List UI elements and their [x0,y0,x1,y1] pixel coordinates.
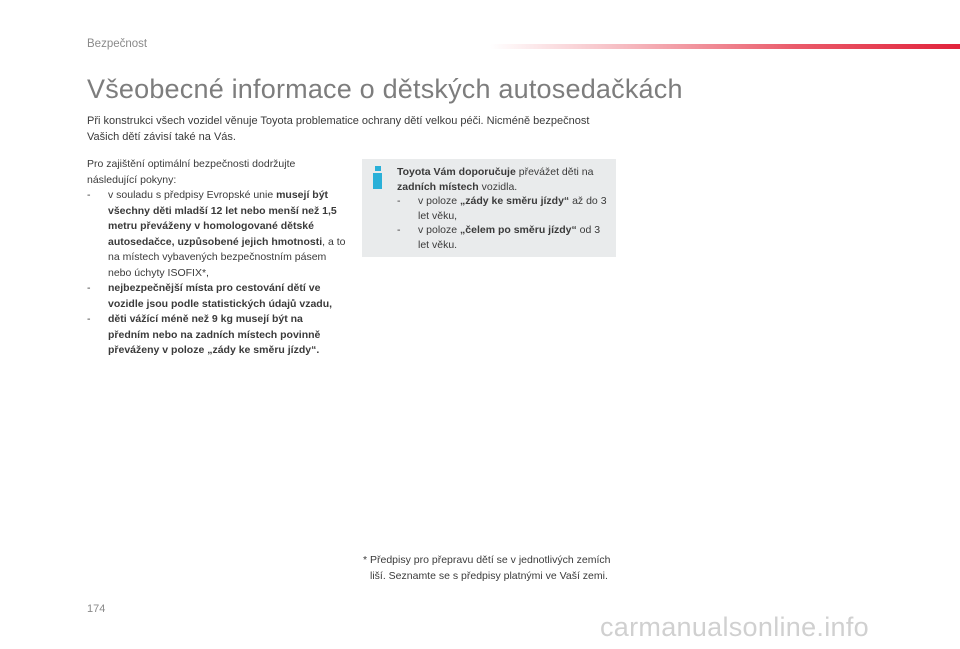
recommendation-plain: v poloze [418,195,461,207]
recommendation-box [362,159,616,257]
recommendation-item-text [418,194,612,223]
recommendation-lead [397,165,612,194]
footnote [363,553,623,584]
recommendation-bold: Toyota Vám doporučuje [397,166,516,178]
rule-text-bold: děti vážící méně než 9 kg musejí být na předním nebo na zadních místech povinně převáženy v poloze „zády ke směru jízdy“. [108,313,321,356]
list-dash: - [397,195,401,207]
page-number: 174 [87,603,106,615]
recommendation-plain: až do 3 let věku, [418,195,607,222]
recommendation-plain: od 3 let věku. [418,224,601,251]
recommendation-item [397,223,612,252]
rule-text-plain: , a to na místech vybavených bezpečnostním pásem nebo úchyty ISOFIX*, [108,235,346,279]
instructions-lead: Pro zajištění optimální bezpečnosti dodržujte následující pokyny: [87,158,296,186]
recommendation-bold: „čelem po směru jízdy“ [460,224,577,236]
watermark: carmanualsonline.info [600,612,869,642]
recommendation-plain: převážet děti na [515,166,594,178]
header-accent-bar [490,44,960,49]
rule-item [87,312,347,359]
recommendation-bold: „zády ke směru jízdy“ [460,195,570,207]
recommendation-bold: zadních místech [397,180,479,193]
rule-text [108,188,347,281]
rule-text-plain: v souladu s předpisy Evropské unie [108,189,277,201]
section-label: Bezpečnost [87,38,148,50]
page-title: Všeobecné informace o dětských autosedačkách [87,74,683,104]
rule-text-bold: musejí být všechny děti mladší 12 let nebo menší než 1,5 metru převáženy v homologované dětské autosedačce, uzpůsobené jejich hmotnosti [108,189,337,248]
info-icon [372,166,385,190]
recommendation-text [397,165,612,252]
instructions-column [87,157,347,359]
rule-item [87,188,347,281]
recommendation-item-text [418,223,612,252]
footnote-text: Předpisy pro přepravu dětí se v jednotlivých zemích liší. Seznamte se s předpisy platnými ve Vaší zemi. [370,554,611,582]
recommendation-item [397,194,612,223]
footnote-marker: * [363,554,368,566]
recommendation-plain: v poloze [418,224,461,236]
rule-item [87,281,347,312]
list-dash: - [87,313,91,325]
list-dash: - [397,224,401,236]
recommendation-plain: vozidla. [478,180,518,193]
list-dash: - [87,282,91,294]
intro-paragraph: Při konstrukci všech vozidel věnuje Toyota problematice ochrany dětí velkou péči. Nicméně bezpečnost Vašich dětí závisí také na Vás. [87,115,590,143]
list-dash: - [87,189,91,201]
rule-text-bold: nejbezpečnější místa pro cestování dětí ve vozidle jsou podle statistických údajů vzadu, [108,282,333,310]
